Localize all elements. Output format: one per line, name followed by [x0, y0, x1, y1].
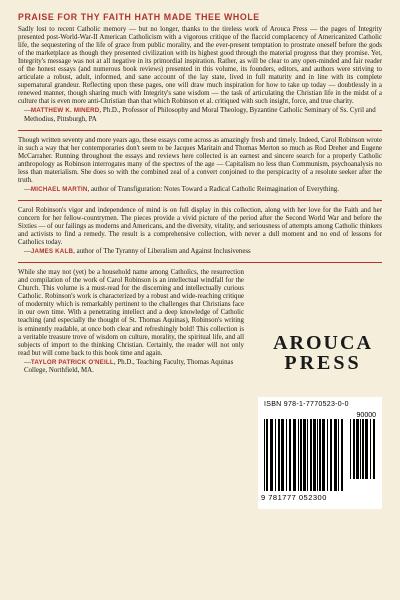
- publisher-logo-line2: PRESS: [284, 352, 362, 375]
- attribution-oneill: —TAYLOR PATRICK O'NEILL, Ph.D., Teaching Faculty, Thomas Aquinas College, Northfield, MA.: [24, 358, 234, 374]
- isbn-barcode: [258, 397, 382, 509]
- attribution-credit: , Ph.D., Teaching Faculty, Thomas Aquinas College, Northfield, MA.: [24, 358, 234, 374]
- isbn-number: ISBN 978-1-7770523-0-0: [264, 401, 349, 409]
- attribution-name: JAMES KALB: [30, 248, 74, 256]
- attribution-martin: —MICHAEL MARTIN, author of Transfiguration: Notes Toward a Radical Catholic Reimagination of Everything.: [24, 185, 339, 193]
- barcode-bars: [264, 419, 346, 491]
- publisher-logo-line1: AROUCA: [273, 332, 373, 355]
- barcode-digits: 9 781777 052300: [261, 493, 327, 503]
- publisher-logo: [264, 333, 382, 373]
- divider: [18, 130, 382, 131]
- attribution-name: TAYLOR PATRICK O'NEILL: [30, 358, 114, 366]
- blurb-kalb: Carol Robinson's vigor and independence of mind is on full display in this collection, along with her love for the Faith and her concern for her fellow-countrymen. The pieces provide a vivid picture of the period after the Second World War and before the Sixties — of our failings as moderns and Americans, and the diversity, vitality, and seriousness of attempts among Catholic thinkers and activists to find a remedy. The result is a comprehensive collection, with never a dull moment and no end of lessons for Catholics today.: [18, 206, 382, 247]
- attribution-kalb: —JAMES KALB, author of The Tyranny of Liberalism and Against Inclusiveness: [24, 248, 251, 256]
- attribution-credit: , author of The Tyranny of Liberalism and Against Inclusiveness: [73, 248, 251, 256]
- publisher-and-barcode: [252, 333, 382, 523]
- attribution-name: MATTHEW K. MINERD: [30, 107, 100, 115]
- attribution-credit: , Ph.D., Professor of Philosophy and Moral Theology, Byzantine Catholic Seminary of Ss. Cyril and Methodius, Pittsburgh, PA: [24, 107, 376, 123]
- attribution-minerd: —MATTHEW K. MINERD, Ph.D., Professor of Philosophy and Moral Theology, Byzantine Catholic Seminary of Ss. Cyril and Methodius, Pittsburgh, PA: [24, 107, 376, 123]
- praise-heading: PRAISE FOR THY FAITH HATH MADE THEE WHOLE: [18, 12, 260, 22]
- blurb-martin: Though written seventy and more years ago, these essays come across as amazingly fresh and timely. Indeed, Carol Robinson wrote in such a way that her contemporaries don't seem to be Jacques Maritain and Thomas Merton so much as Rod Dreher and Eugene McCarraher. Running throughout the essays and reviews here collected is an earnest and sincere search for a properly Catholic anthropology as Robinson interrogates many of the spectres of the age — Capitalism no less than Communism, psychoanalysis no less than materialism. She does so with the combined zeal of a convert conjoined to the perspicacity of a resolute seeker after the truth.: [18, 136, 382, 184]
- attribution-credit: , author of Transfiguration: Notes Toward a Radical Catholic Reimagination of Everything.: [87, 185, 339, 193]
- addon-barcode-bars: [350, 419, 376, 491]
- final-blurb-block: [18, 269, 382, 503]
- divider: [18, 200, 382, 201]
- blurb-minerd: Sadly lost to recent Catholic memory — but no longer, thanks to the tireless work of Arouca Press — the pages of Integrity presented post-World-War-II American Catholicism with a vigorous critique of the flaccid complacency of Americanized Catholic life, the sequestering of the life of grace from public morality, and the ever-present temptation to prostrate oneself before the gods of the marketplace as though they presented civilization with its highest good through the material progress that they promise. Yet, Integrity's message was not at all negative in its primordial inspiration. Rather, as will be clear to any open-minded and fair reader of the honest essays (and numerous book reviews) presented in this volume, its founders, editors, and authors were striving to articulate a robust, adult, informed, and sane account of the lay state, lived in full maturity and in line with its complete supernatural grandeur. Reflecting upon these pages, one will draw much inspiration for how to take up today — doubtlessly in a renewed manner, though sharing much with Integrity's sane wisdom — the task of articulating the Christian life in the midst of a culture that is even more anti-Christian than that which Robinson et al. critiqued with such insight, force, and true charity.: [18, 26, 382, 106]
- blurb-oneill: While she may not (yet) be a household name among Catholics, the resurrection and compilation of the work of Carol Robinson is an intellectual windfall for the Church. This volume is a must-read for the discerning and intellectually curious Catholic. Robinson's work is characterized by a robust and wide-reaching critique of modernity which is remarkably pertinent to the challenges that Christians face in our own time. With a penetrating intellect and a deep knowledge of Catholic teaching (and especially the thought of St. Thomas Aquinas), Robinson's writing is eminently readable, at once both clear and refreshingly bold! This collection is a veritable treasure trove of wisdom on culture, morality, the spiritual life, and all subjects of import to the thinking Christian. Certainly, the reader will not only read but will come back to this book time and again.: [18, 269, 244, 357]
- attribution-name: MICHAEL MARTIN: [30, 185, 88, 193]
- divider: [18, 262, 382, 263]
- price-code: 90000: [356, 412, 376, 420]
